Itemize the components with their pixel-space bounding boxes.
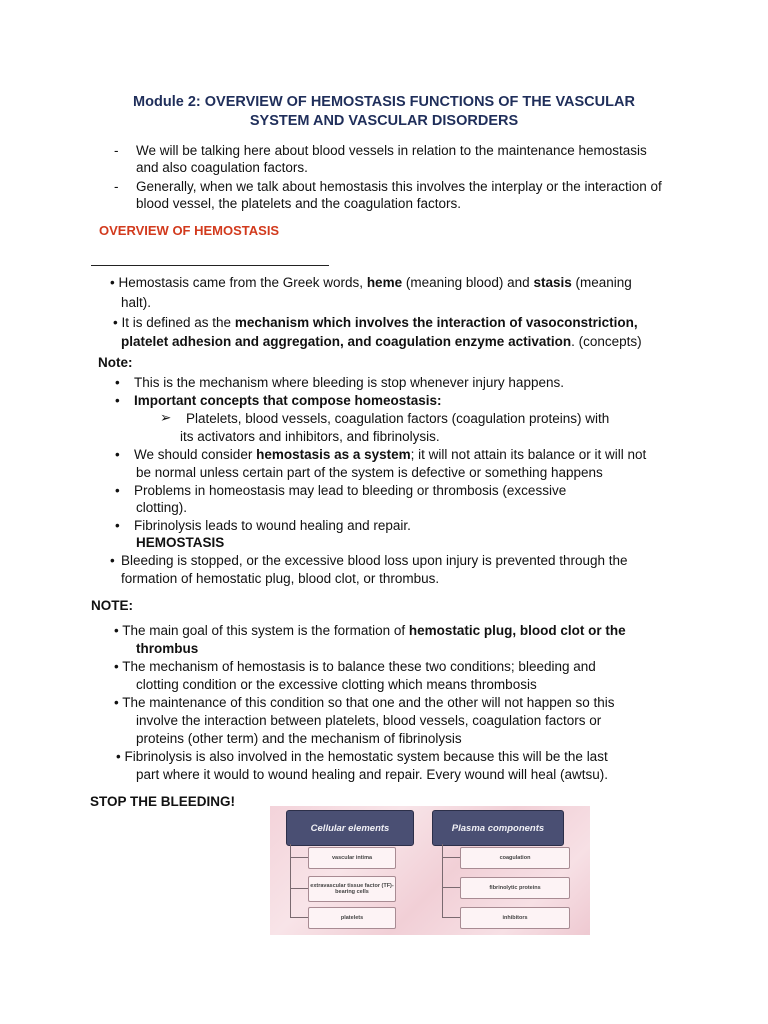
connector-line [290, 844, 291, 918]
coagulation-box: coagulation [460, 847, 570, 869]
bullet-icon: • [115, 447, 120, 462]
note-item: Important concepts that compose homeostasis: [134, 393, 442, 408]
inhibitors-box: inhibitors [460, 907, 570, 929]
tissue-factor-box: extravascular tissue factor (TF)-bearing cells [308, 876, 396, 902]
note-sub-item: Platelets, blood vessels, coagulation factors (coagulation proteins) with [186, 411, 610, 426]
connector-line [290, 888, 308, 889]
note-item: This is the mechanism where bleeding is stop whenever injury happens. [134, 375, 564, 390]
connector-line [290, 917, 308, 918]
connector-line [442, 857, 460, 858]
page-title: Module 2: OVERVIEW OF HEMOSTASIS FUNCTIONS OF THE VASCULAR [133, 94, 635, 110]
note-item: be normal unless certain part of the system is defective or something happens [136, 465, 603, 480]
note2-item: part where it would to wound healing and repair. Every wound will heal (awtsu). [136, 767, 609, 782]
stop-heading: STOP THE BLEEDING! [90, 794, 236, 809]
connector-line [442, 844, 443, 918]
bullet-icon: • [115, 518, 120, 533]
overview-heading: OVERVIEW OF HEMOSTASIS [99, 223, 280, 238]
vascular-intima-box: vascular intima [308, 847, 396, 869]
cellular-elements-header: Cellular elements [286, 810, 414, 846]
note-sub-item: its activators and inhibitors, and fibrinolysis. [180, 429, 440, 444]
intro-dash: - [114, 179, 119, 194]
note-item: Problems in homeostasis may lead to bleeding or thrombosis (excessive [134, 483, 567, 498]
note2-item: proteins (other term) and the mechanism of fibrinolysis [136, 731, 462, 746]
connector-line [442, 917, 460, 918]
hemostasis-text: formation of hemostatic plug, blood clot, or thrombus. [121, 571, 440, 586]
connector-line [290, 857, 308, 858]
definition-bullet-1: • Hemostasis came from the Greek words, heme (meaning blood) and stasis (meaning [110, 275, 632, 290]
definition-bullet-2: • It is defined as the mechanism which involves the interaction of vasoconstriction, [113, 315, 638, 330]
note2-item: • The mechanism of hemostasis is to balance these two conditions; bleeding and [114, 659, 596, 674]
note2-item: • The main goal of this system is the formation of hemostatic plug, blood clot or the [114, 623, 626, 638]
note-label: Note: [98, 355, 133, 370]
platelets-box: platelets [308, 907, 396, 929]
note2-item: • The maintenance of this condition so that one and the other will not happen so this [114, 695, 615, 710]
note2-item: thrombus [136, 641, 199, 656]
note2-label: NOTE: [91, 598, 133, 613]
divider [91, 265, 329, 266]
bullet-icon: • [115, 483, 120, 498]
definition-text: halt). [121, 295, 152, 310]
arrow-bullet-icon: ➢ [160, 410, 172, 425]
plasma-components-header: Plasma components [432, 810, 564, 846]
definition-text: platelet adhesion and aggregation, and coagulation enzyme activation. (concepts) [121, 334, 642, 349]
note2-item: • Fibrinolysis is also involved in the hemostatic system because this will be the last [116, 749, 608, 764]
connector-line [442, 887, 460, 888]
intro-text: We will be talking here about blood vessels in relation to the maintenance hemostasis [136, 143, 647, 158]
page-title-line2: SYSTEM AND VASCULAR DISORDERS [249, 113, 519, 129]
note2-item: involve the interaction between platelets, blood vessels, coagulation factors or [136, 713, 602, 728]
intro-dash: - [114, 143, 119, 158]
intro-text: Generally, when we talk about hemostasis this involves the interplay or the interaction of [136, 179, 662, 194]
intro-text: blood vessel, the platelets and the coagulation factors. [136, 196, 461, 211]
hemostasis-diagram [270, 806, 590, 935]
note2-item: clotting condition or the excessive clotting which means thrombosis [136, 677, 537, 692]
hemostasis-text: Bleeding is stopped, or the excessive blood loss upon injury is prevented through the [121, 553, 628, 568]
note-item: Fibrinolysis leads to wound healing and repair. [134, 518, 411, 533]
fibrinolytic-proteins-box: fibrinolytic proteins [460, 877, 570, 899]
note-item: We should consider hemostasis as a system; it will not attain its balance or it will not [134, 447, 647, 462]
note-item: clotting). [136, 500, 188, 515]
bullet-icon: • [115, 393, 120, 408]
bullet-icon: • [110, 553, 115, 568]
hemostasis-heading: HEMOSTASIS [136, 535, 225, 550]
intro-text: and also coagulation factors. [136, 160, 308, 175]
bullet-icon: • [115, 375, 120, 390]
